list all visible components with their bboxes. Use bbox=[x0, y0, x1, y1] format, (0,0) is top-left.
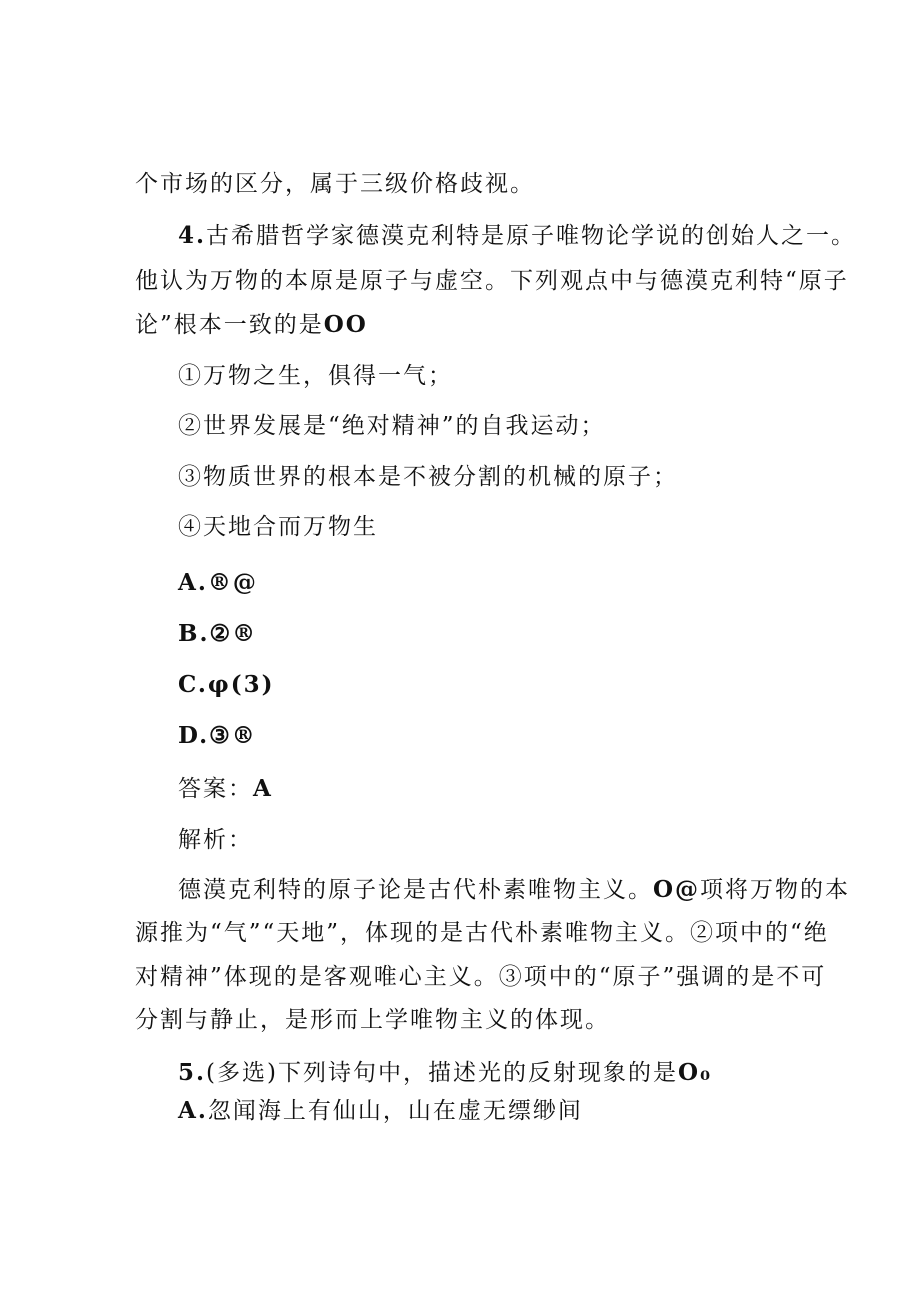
continued-text: 个市场的区分，属于三级价格歧视。 bbox=[135, 171, 535, 197]
question-4-text-2: 他认为万物的本原是原子与虚空。下列观点中与德漠克利特“原子 bbox=[135, 268, 849, 294]
choice-b bbox=[178, 619, 257, 649]
choice-a bbox=[178, 568, 258, 598]
question-5-blank: O₀ bbox=[677, 1059, 713, 1086]
question-5-choice-a-text: 忽闻海上有仙山，山在虚无缥缈间 bbox=[207, 1098, 583, 1124]
question-5-text: (多选)下列诗句中，描述光的反射现象的是 bbox=[206, 1060, 678, 1086]
choice-d-text: D.③® bbox=[178, 722, 257, 749]
explanation-text-2: 源推为“气”“天地”，体现的是古代朴素唯物主义。②项中的“绝 bbox=[135, 920, 829, 946]
explanation-line-3 bbox=[135, 962, 826, 992]
question-5-choice-a-label: A. bbox=[178, 1097, 208, 1124]
question-5-choice-a bbox=[178, 1096, 583, 1126]
explanation-line-2 bbox=[135, 918, 829, 948]
question-5-line bbox=[178, 1058, 712, 1088]
answer-label: 答案： bbox=[178, 776, 253, 802]
explanation-text-4: 分割与静止，是形而上学唯物主义的体现。 bbox=[135, 1007, 610, 1033]
statement-4-text: ④天地合而万物生 bbox=[178, 514, 378, 540]
statement-1-text: ①万物之生，俱得一气； bbox=[178, 363, 453, 389]
statement-3 bbox=[178, 462, 678, 492]
question-4-line-1 bbox=[178, 221, 856, 251]
question-4-text-3: 论”根本一致的是 bbox=[135, 312, 324, 338]
explanation-text-1a: 德漠克利特的原子论是古代朴素唯物主义。 bbox=[178, 877, 653, 903]
explanation-text-1c: 项将万物的本 bbox=[700, 877, 851, 903]
explanation-line-4 bbox=[135, 1005, 610, 1035]
question-4-number: 4. bbox=[178, 222, 207, 249]
analysis-label: 解析： bbox=[178, 827, 253, 853]
statement-2 bbox=[178, 411, 606, 441]
question-5-number: 5. bbox=[178, 1059, 207, 1086]
question-4-blank: OO bbox=[323, 311, 368, 338]
answer-line bbox=[178, 774, 273, 804]
statement-1 bbox=[178, 361, 453, 391]
choice-b-text: B.②® bbox=[178, 620, 258, 647]
analysis-label-line bbox=[178, 825, 253, 855]
choice-c bbox=[178, 670, 275, 700]
question-4-text-1: 古希腊哲学家德漠克利特是原子唯物论学说的创始人之一。 bbox=[206, 223, 857, 249]
explanation-text-1b: O@ bbox=[653, 876, 701, 903]
question-4-line-2 bbox=[135, 266, 849, 296]
statement-2-text: ②世界发展是“绝对精神”的自我运动； bbox=[178, 413, 606, 439]
choice-c-text: C.φ(3) bbox=[178, 671, 275, 698]
choice-a-text: A.®@ bbox=[178, 569, 258, 596]
text-line-1 bbox=[135, 169, 535, 199]
question-4-line-3 bbox=[135, 310, 368, 340]
choice-d bbox=[178, 721, 257, 751]
explanation-line-1 bbox=[178, 875, 850, 905]
statement-4 bbox=[178, 512, 378, 542]
answer-value: A bbox=[253, 775, 273, 802]
explanation-text-3: 对精神”体现的是客观唯心主义。③项中的“原子”强调的是不可 bbox=[135, 964, 827, 990]
statement-3-text: ③物质世界的根本是不被分割的机械的原子； bbox=[178, 464, 678, 490]
